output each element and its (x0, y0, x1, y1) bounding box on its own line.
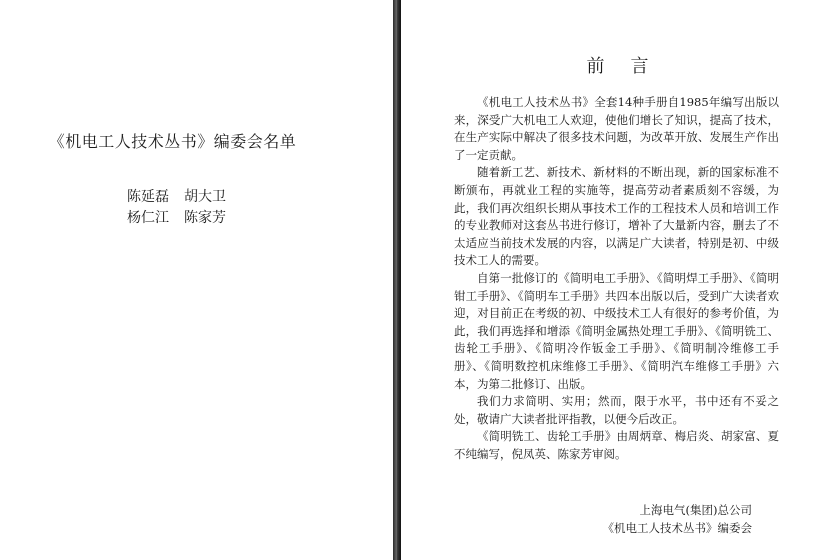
preface-body (454, 94, 779, 463)
committee-member: 胡大卫 (184, 189, 226, 205)
committee-list-title: 《机电工人技术丛书》编委会名单 (48, 132, 297, 151)
book-spine (393, 0, 401, 560)
preface-paragraph: 我们力求简明、实用；然而，限于水平，书中还有不妥之处，敬请广大读者批评指教，以便今后改正。 (454, 394, 779, 426)
preface-paragraph: 《机电工人技术丛书》全套14种手册自1985年编写出版以来，深受广大机电工人欢迎，使他们增长了知识，提高了技术，在生产实际中解决了很多技术问题，为改革开放、发展生产作出了一定贡献。 (454, 95, 779, 162)
committee-member-row (127, 186, 226, 206)
signature-organization: 上海电气(集团)总公司 (639, 503, 752, 517)
right-page (401, 0, 834, 560)
committee-member-row (127, 207, 226, 227)
left-page (0, 0, 393, 560)
preface-paragraph: 自第一批修订的《简明电工手册》、《简明焊工手册》、《简明钳工手册》、《简明车工手册》共四本出版以后，受到广大读者欢迎，对目前正在考级的初、中级技术工人有很好的参考价值，为此，我们再选择和增添《简明金属热处理工手册》、《简明铣工、齿轮工手册》、《简明冷作钣金工手册》、《简明制冷维修工手册》、《简明数控机床维修工手册》、《简明汽车维修工手册》六本，为第二批修订、出版。 (454, 270, 779, 391)
signature-committee: 《机电工人技术丛书》编委会 (602, 521, 752, 535)
committee-member: 陈家芳 (184, 210, 226, 226)
committee-member: 杨仁江 (127, 210, 169, 226)
preface-title: 前言 (586, 56, 675, 77)
preface-paragraph: 《简明铣工、齿轮工手册》由周炳章、梅启炎、胡家富、夏不纯编写，倪凤英、陈家芳审阅。 (454, 429, 779, 461)
preface-paragraph: 随着新工艺、新技术、新材料的不断出现，新的国家标准不断颁布，再就业工程的实施等，提高劳动者素质刻不容缓，为此，我们再次组织长期从事技术工作的工程技术人员和培训工作的专业教师对这套丛书进行修订，增补了大量新内容，删去了不太适应当前技术发展的内容，以满足广大读者，特别是初、中级技术工人的需要。 (454, 165, 779, 268)
committee-member: 陈延磊 (127, 189, 169, 205)
